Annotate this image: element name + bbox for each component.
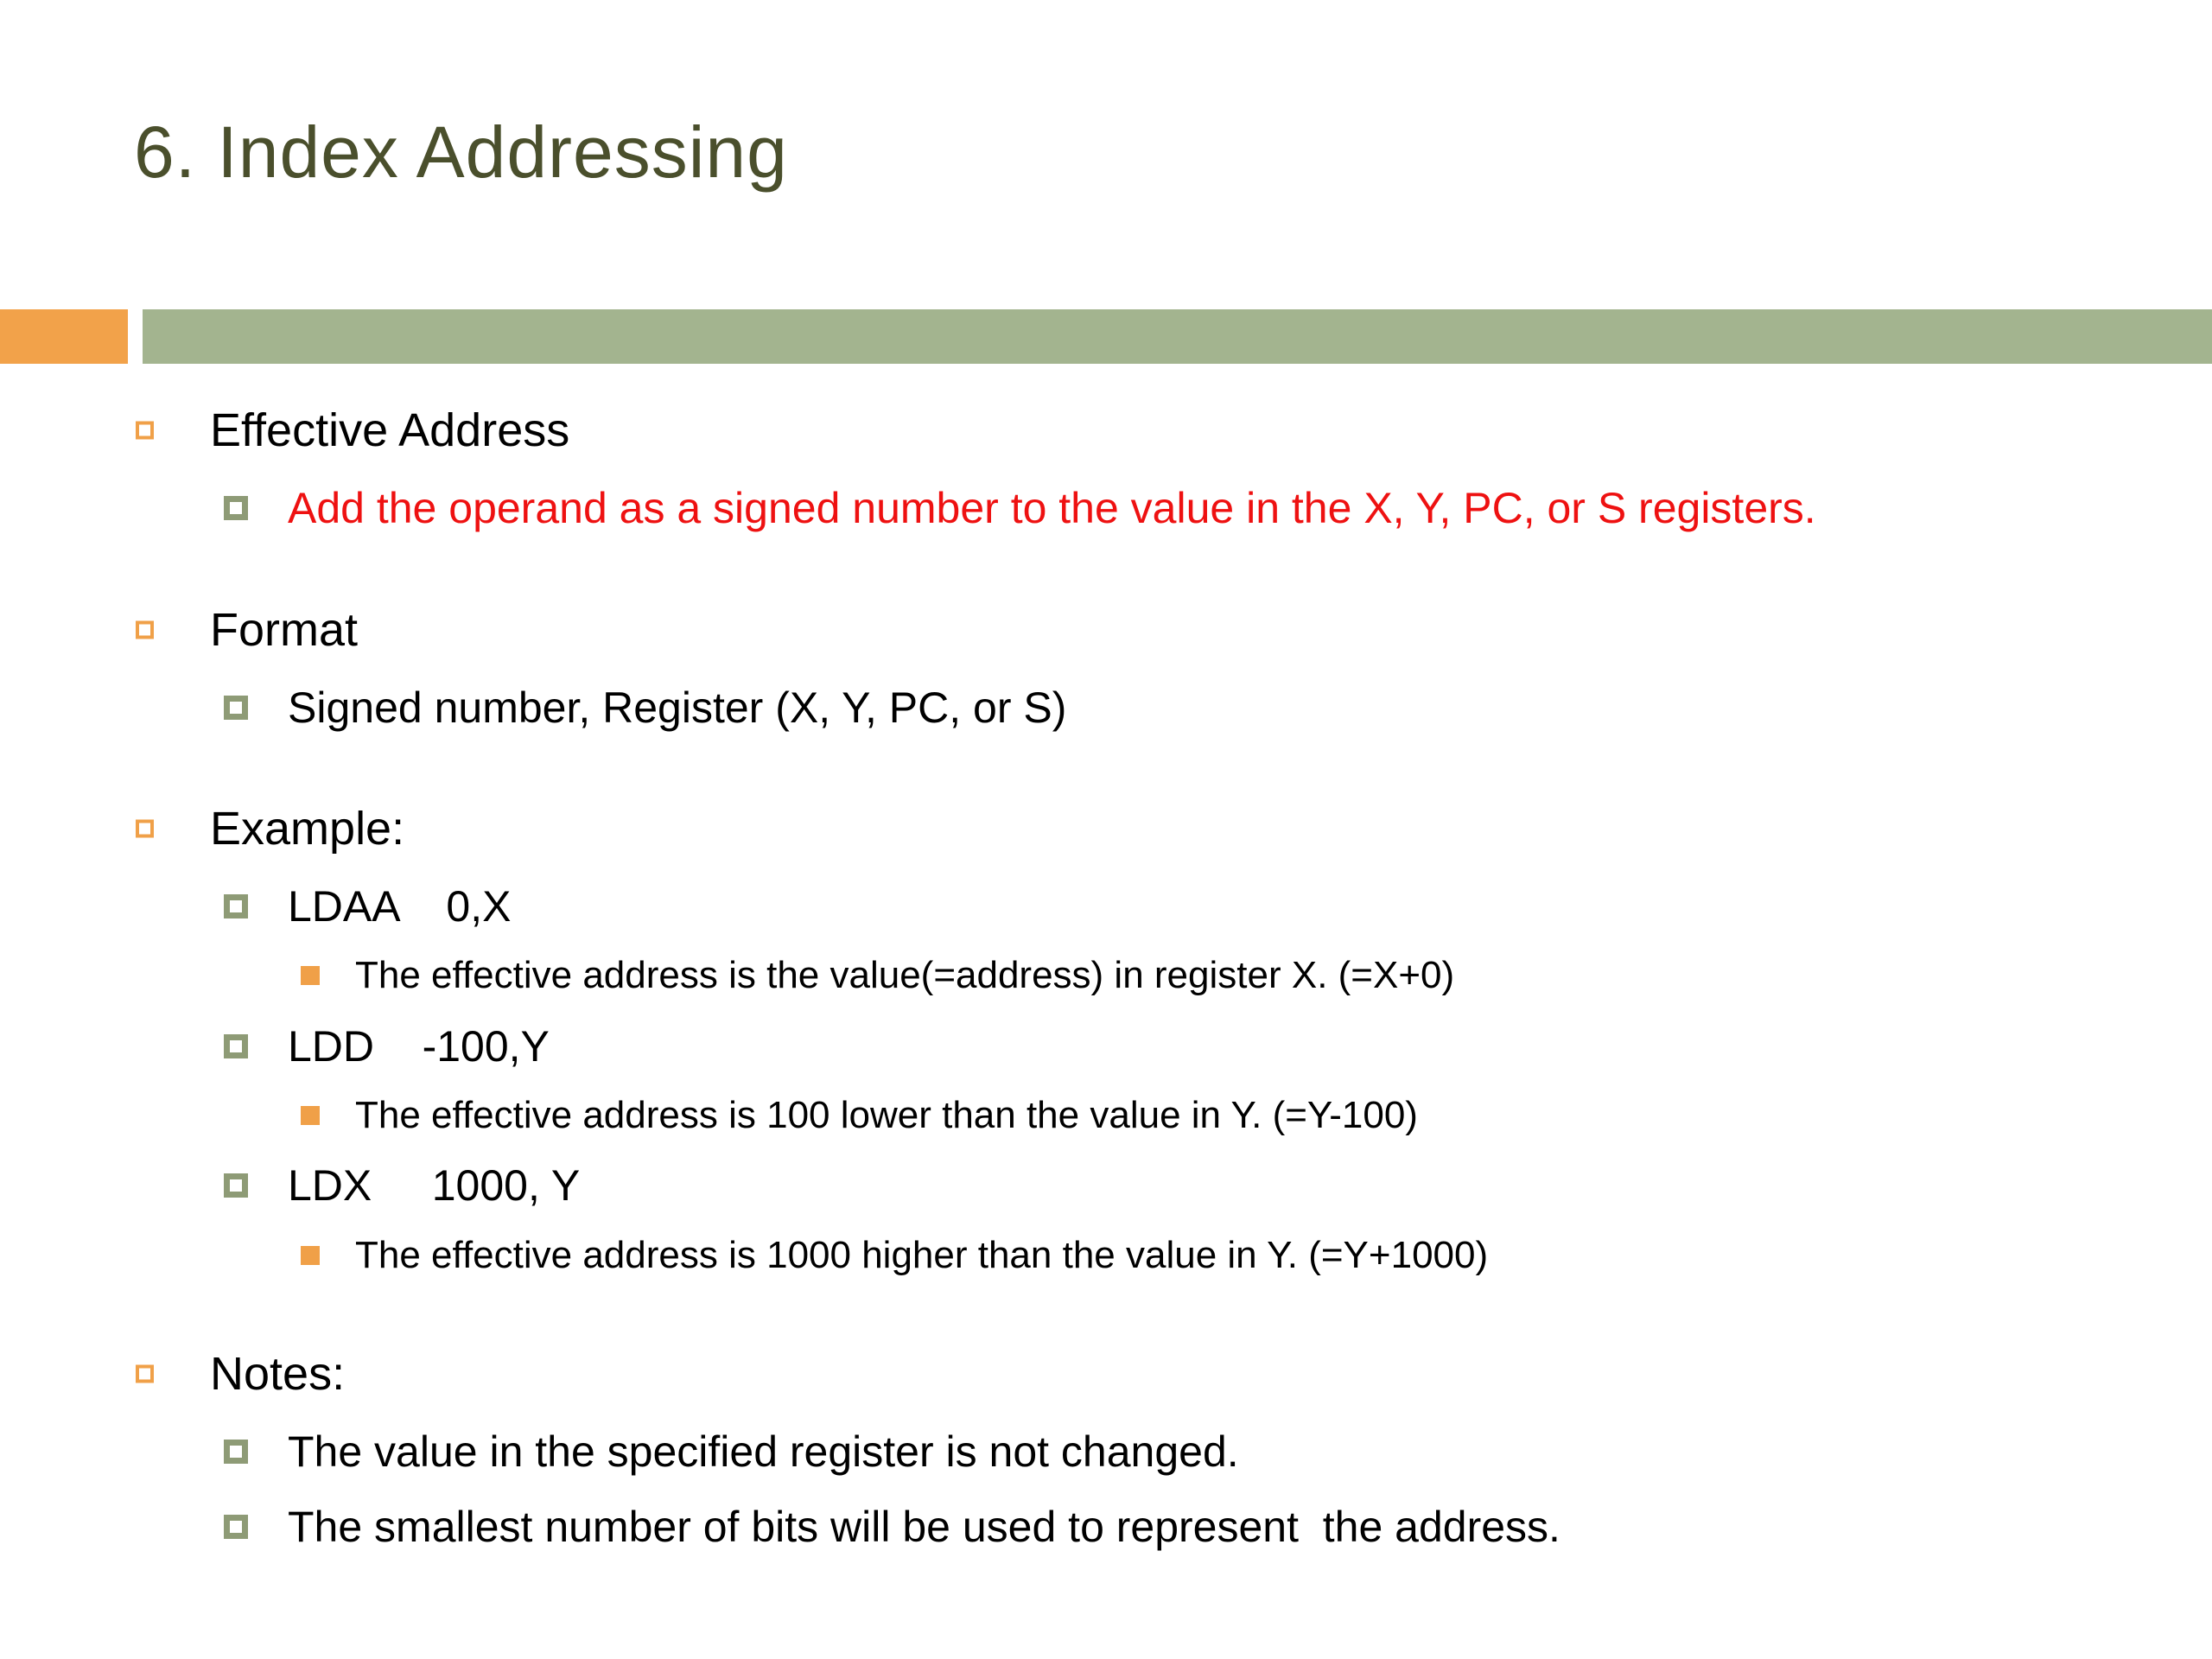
header-accent-green <box>143 309 2212 364</box>
filled-square-bullet-icon <box>301 1246 320 1265</box>
filled-square-bullet-icon <box>301 966 320 985</box>
instruction-text: LDAA 0,X <box>288 882 512 931</box>
square-outline-bullet-icon <box>136 422 154 440</box>
square-bullet-icon <box>224 894 248 918</box>
list-item-text: The value in the specified register is not changed. <box>288 1427 1239 1476</box>
slide-title: 6. Index Addressing <box>134 111 788 193</box>
square-outline-bullet-icon <box>136 1365 154 1383</box>
header-accent-orange <box>0 309 128 364</box>
highlight-text: Add the operand as a signed number to the value in the X, Y, PC, or S registers. <box>288 484 1816 532</box>
instruction-text: LDD -100,Y <box>288 1022 550 1071</box>
list-item-text: The smallest number of bits will be used to represent the address. <box>288 1503 1560 1551</box>
square-bullet-icon <box>224 1440 248 1464</box>
square-outline-bullet-icon <box>136 820 154 838</box>
section-heading: Notes: <box>210 1348 346 1400</box>
square-bullet-icon <box>224 496 248 520</box>
square-outline-bullet-icon <box>136 621 154 639</box>
square-bullet-icon <box>224 696 248 720</box>
square-bullet-icon <box>224 1173 248 1198</box>
explanation-text: The effective address is the value(=address) in register X. (=X+0) <box>355 954 1455 996</box>
instruction-text: LDX 1000, Y <box>288 1161 581 1210</box>
section-heading: Format <box>210 604 359 656</box>
filled-square-bullet-icon <box>301 1106 320 1125</box>
explanation-text: The effective address is 100 lower than the value in Y. (=Y-100) <box>355 1094 1418 1136</box>
section-heading: Effective Address <box>210 404 570 456</box>
explanation-text: The effective address is 1000 higher than the value in Y. (=Y+1000) <box>355 1234 1489 1276</box>
list-item-text: Signed number, Register (X, Y, PC, or S) <box>288 683 1067 732</box>
section-heading: Example: <box>210 803 405 855</box>
square-bullet-icon <box>224 1034 248 1058</box>
square-bullet-icon <box>224 1515 248 1539</box>
